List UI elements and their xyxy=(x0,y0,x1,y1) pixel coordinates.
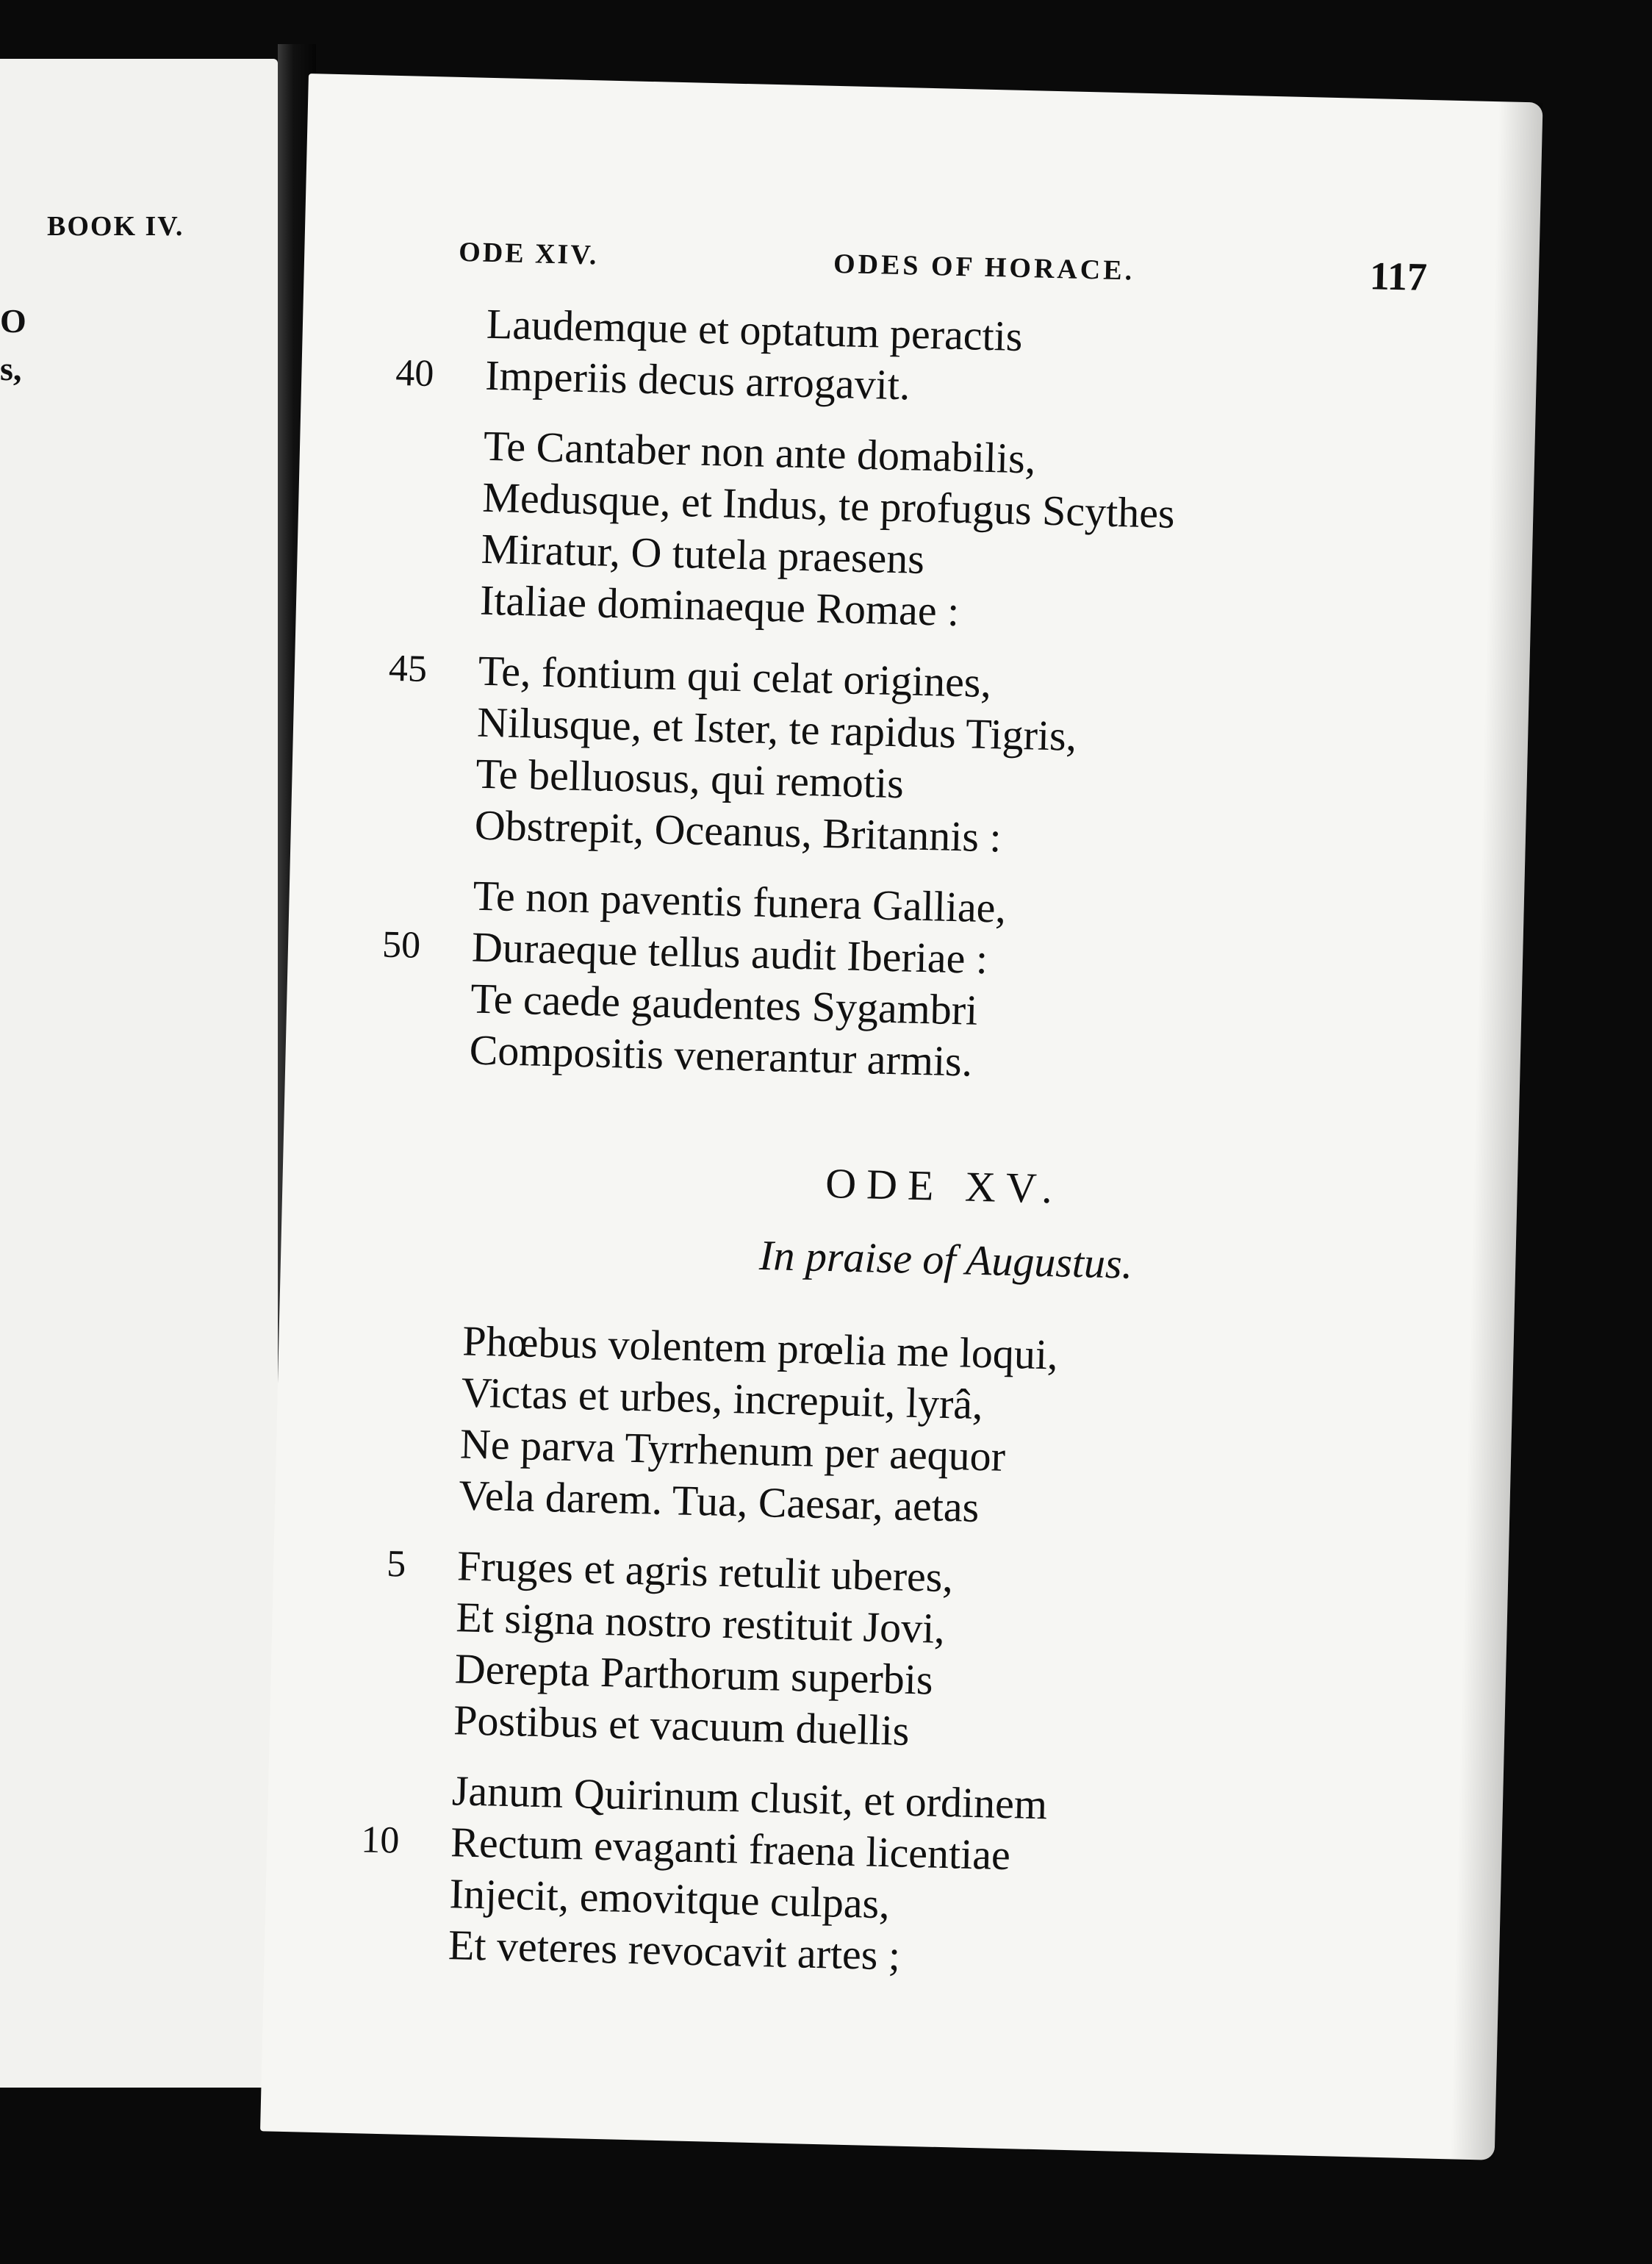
stanza xyxy=(375,295,1435,423)
stanza xyxy=(342,1538,1405,1769)
line-number: 10 xyxy=(360,1819,401,1862)
verse-text: Fruges et agris retulit uberes, xyxy=(456,1541,954,1602)
left-page xyxy=(0,59,278,2088)
verse-text: Injecit, emovitque culpas, xyxy=(448,1869,891,1928)
page-edge-shadow xyxy=(1451,101,1543,2160)
verse-text: Obstrepit, Oceanus, Britannis : xyxy=(474,800,1002,861)
verse-text: Et signa nostro restituit Jovi, xyxy=(455,1593,946,1652)
verse-text: Ne parva Tyrrhenum per aequor xyxy=(459,1419,1006,1480)
stanza xyxy=(348,1313,1411,1544)
ode-heading: ODE XV. xyxy=(825,1158,1063,1213)
verse-text: Miratur, O tutela praesens xyxy=(481,524,925,583)
verse-text: Et veteres revocavit artes ; xyxy=(448,1921,901,1980)
stanza xyxy=(359,867,1421,1098)
ode-xiv-continuation xyxy=(359,295,1435,1098)
page-number: 117 xyxy=(1369,254,1428,299)
ode-subtitle: In praise of Augustus. xyxy=(758,1230,1133,1288)
left-running-head: BOOK IV. xyxy=(47,211,184,242)
running-head-title: ODES OF HORACE. xyxy=(833,248,1135,287)
verse-text: Vela darem. Tua, Caesar, aetas xyxy=(458,1471,980,1532)
left-page-fragment: s, xyxy=(0,350,22,387)
verse-text: Derepta Parthorum superbis xyxy=(454,1644,934,1704)
stanza xyxy=(369,418,1432,648)
verse-text: Victas et urbes, increpuit, lyrâ, xyxy=(461,1368,984,1429)
line-number xyxy=(374,418,433,419)
verse-text: Duraeque tellus audit Iberiae : xyxy=(471,923,988,984)
poem-text xyxy=(337,295,1435,2012)
verse-text: Postibus et vacuum duellis xyxy=(453,1696,911,1755)
verse-text: Janum Quirinum clusit, et ordinem xyxy=(451,1766,1048,1829)
ode-xv-text xyxy=(337,1313,1411,1993)
stanza xyxy=(337,1763,1400,1993)
verse-text: Te caede gaudentes Sygambri xyxy=(470,974,979,1034)
verse-text: Medusque, et Indus, te profugus Scythes xyxy=(481,473,1176,537)
line-number xyxy=(353,1313,412,1314)
line-number xyxy=(364,867,423,869)
running-head-ode: ODE XIV. xyxy=(458,236,599,271)
verse-text: Nilusque, et Ister, te rapidus Tigris, xyxy=(476,698,1077,760)
line-number: 45 xyxy=(388,647,428,691)
verse-text: Phœbus volentem prœlia me loqui, xyxy=(462,1317,1059,1379)
verse-text: Laudemque et optatum peractis xyxy=(486,299,1024,360)
verse-text: Italiae dominaeque Romae : xyxy=(479,576,960,636)
verse-text: Rectum evaganti fraena licentiae xyxy=(450,1818,1011,1880)
verse-text: Te non paventis funera Galliae, xyxy=(472,871,1007,932)
line-number: 50 xyxy=(381,923,421,967)
line-number: 40 xyxy=(395,351,435,395)
verse-text: Te, fontium qui celat origines, xyxy=(478,646,992,707)
verse-text: Compositis venerantur armis. xyxy=(469,1025,973,1086)
stanza xyxy=(364,642,1426,873)
verse-text: Te belluosus, qui remotis xyxy=(475,749,905,808)
left-page-fragment: O xyxy=(0,302,26,340)
line-number: 5 xyxy=(386,1543,406,1586)
line-number xyxy=(342,1763,401,1764)
verse-text: Imperiis decus arrogavit. xyxy=(484,351,911,409)
running-head xyxy=(378,229,1428,299)
line-number xyxy=(377,295,436,297)
right-page xyxy=(260,74,1543,2160)
verse-text: Te Cantaber non ante domabilis, xyxy=(483,421,1037,483)
